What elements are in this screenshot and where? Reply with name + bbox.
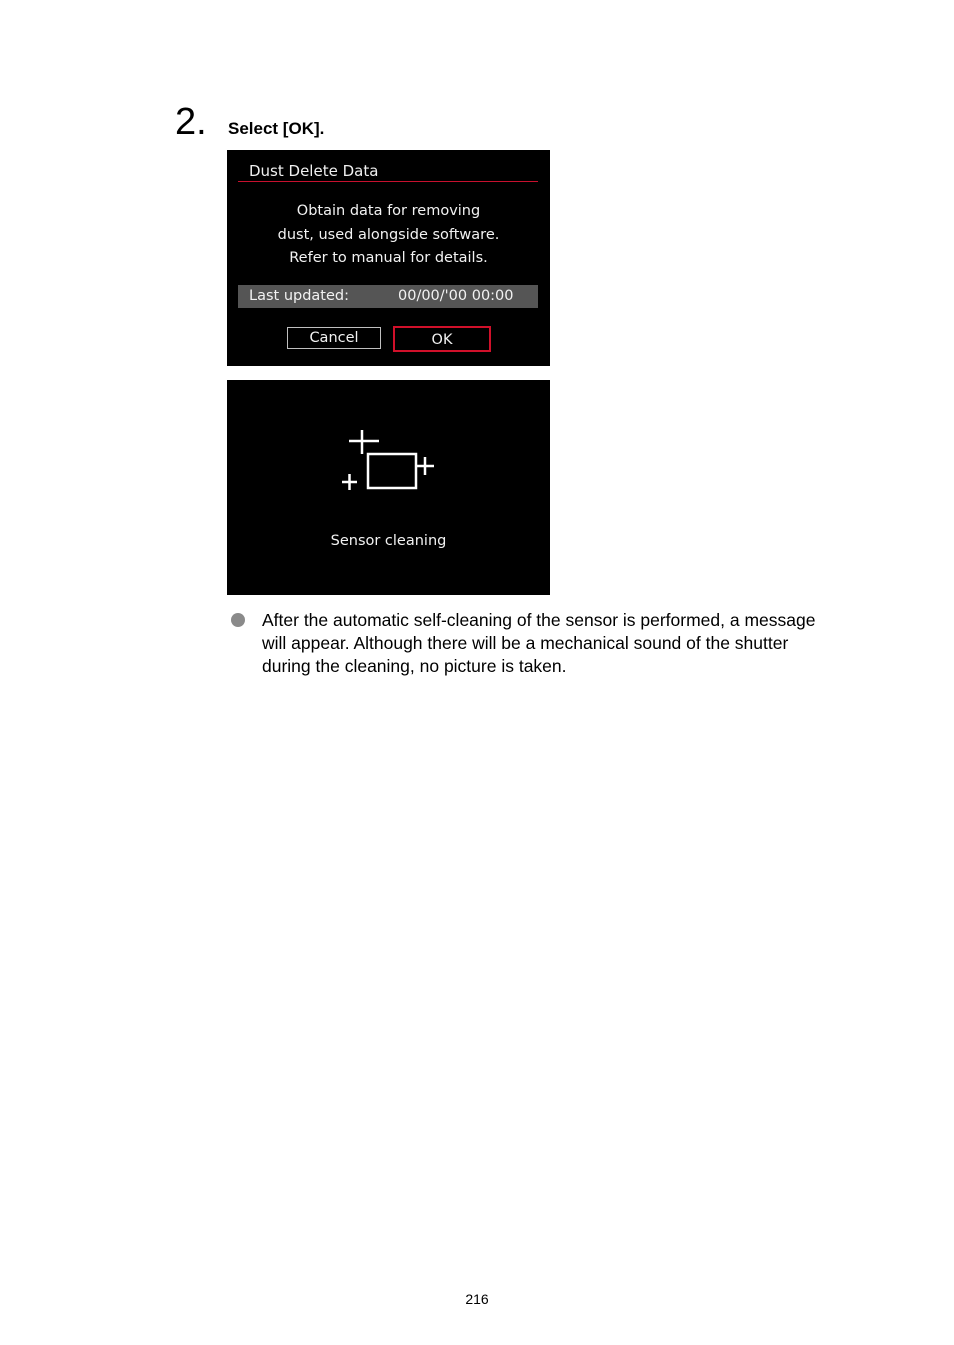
title-divider	[238, 181, 538, 182]
last-updated-label: Last updated:	[249, 288, 349, 304]
bullet-icon	[231, 613, 245, 627]
bullet-line: will appear. Although there will be a mechanical sound of the shutter	[262, 633, 789, 653]
dialog-title: Dust Delete Data	[249, 162, 379, 180]
sensor-cleaning-screen	[227, 380, 550, 595]
bullet-line: After the automatic self-cleaning of the sensor is performed, a message	[262, 610, 816, 630]
bullet-text	[262, 609, 882, 678]
last-updated-row	[238, 285, 538, 308]
step-title: Select [OK].	[228, 119, 325, 138]
step-number: 2.	[175, 101, 207, 143]
message-line: Obtain data for removing	[296, 203, 481, 219]
page-number: 216	[465, 1291, 489, 1307]
sensor-cleaning-icon	[337, 428, 437, 498]
sensor-cleaning-label: Sensor cleaning	[330, 533, 447, 549]
message-line: dust, used alongside software.	[277, 226, 500, 243]
last-updated-value: 00/00/'00 00:00	[398, 288, 514, 304]
cancel-button[interactable]: Cancel	[287, 327, 381, 349]
message-line: Refer to manual for details.	[289, 250, 488, 266]
dust-delete-data-screen	[227, 150, 550, 366]
ok-button[interactable]: OK	[393, 326, 491, 352]
dialog-message	[227, 200, 550, 271]
bullet-line: during the cleaning, no picture is taken.	[262, 656, 567, 676]
